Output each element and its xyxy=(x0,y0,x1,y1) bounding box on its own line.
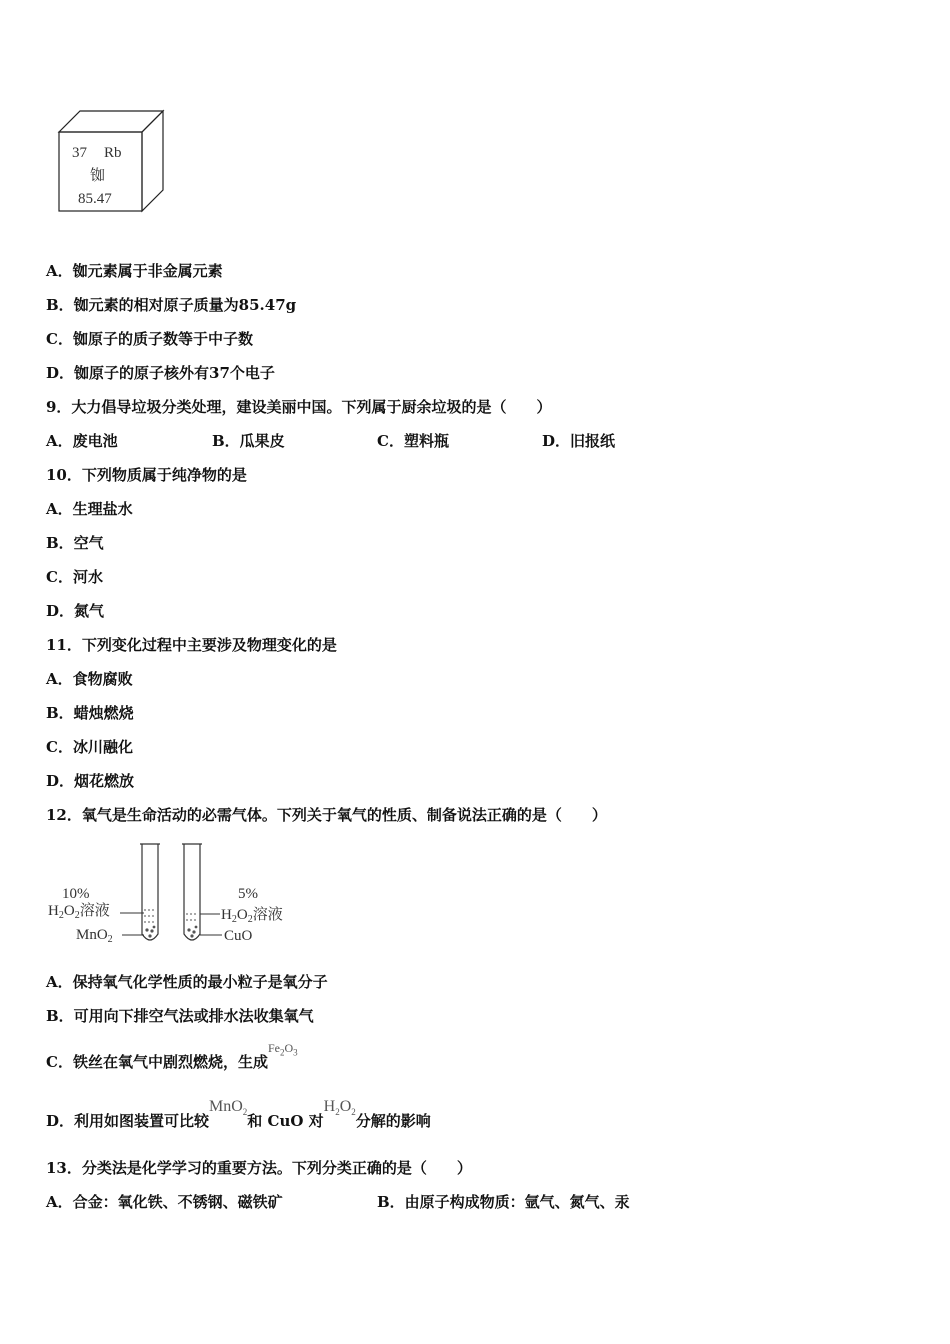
q13-option-a: A．合金：氧化铁、不锈钢、磁铁矿 xyxy=(46,1193,283,1211)
q9-stem: 9．大力倡导垃圾分类处理，建设美丽中国。下列属于厨余垃圾的是（ ） xyxy=(46,398,552,416)
q8-option-c: C．铷原子的质子数等于中子数 xyxy=(46,330,253,348)
q12-option-d-text3: 分解的影响 xyxy=(355,1112,431,1130)
q12-option-d xyxy=(46,1098,431,1136)
q10-option-d: D．氮气 xyxy=(46,602,105,620)
test-tube-figure xyxy=(44,840,294,952)
q11-stem: 11．下列变化过程中主要涉及物理变化的是 xyxy=(46,636,337,654)
element-name: 铷 xyxy=(90,168,106,184)
q10-option-c: C．河水 xyxy=(46,568,103,586)
q10-option-a: A．生理盐水 xyxy=(46,500,133,518)
right-solution-label: $H_2O_2$溶液 xyxy=(221,905,283,925)
q12-option-c xyxy=(46,1041,298,1076)
q13-stem: 13．分类法是化学学习的重要方法。下列分类正确的是（ ） xyxy=(46,1159,472,1177)
q12-option-c-text: C．铁丝在氧气中剧烈燃烧，生成 xyxy=(46,1053,268,1071)
right-catalyst-label: CuO xyxy=(224,928,253,944)
q10-stem: 10．下列物质属于纯净物的是 xyxy=(46,466,247,484)
q9-option-b: B．瓜果皮 xyxy=(212,432,285,450)
h2o2-formula: $H_2O_2$ xyxy=(323,1098,356,1118)
q11-option-a: A．食物腐败 xyxy=(46,670,133,688)
atomic-mass: 85.47 xyxy=(78,191,112,207)
q11-option-c: C．冰川融化 xyxy=(46,738,133,756)
q11-option-d: D．烟花燃放 xyxy=(46,772,135,790)
q12-option-d-text1: D．利用如图装置可比较 xyxy=(46,1112,210,1130)
q11-option-b: B．蜡烛燃烧 xyxy=(46,704,134,722)
element-cube-figure xyxy=(56,108,168,216)
q12-option-d-text2: 和 CuO 对 xyxy=(247,1112,324,1130)
q9-option-d: D．旧报纸 xyxy=(542,432,616,450)
left-solution-label: $H_2O_2$溶液 xyxy=(48,901,110,921)
mno2-formula: MnO$_2$ xyxy=(209,1098,248,1118)
right-concentration-label: 5% xyxy=(238,886,258,902)
q10-option-b: B．空气 xyxy=(46,534,104,552)
left-concentration-label: 10% xyxy=(62,886,90,902)
q9-option-c: C．塑料瓶 xyxy=(377,432,449,450)
element-symbol: Rb xyxy=(104,145,122,161)
q8-option-b: B．铷元素的相对原子质量为85.47g xyxy=(46,296,297,314)
fe2o3-formula: $Fe_2O_3$ xyxy=(267,1041,298,1058)
q12-stem: 12．氧气是生命活动的必需气体。下列关于氧气的性质、制备说法正确的是（ ） xyxy=(46,806,607,824)
left-catalyst-label: MnO$_2$ xyxy=(76,927,113,945)
q13-option-b: B．由原子构成物质：氩气、氮气、汞 xyxy=(377,1193,630,1211)
q8-option-d: D．铷原子的原子核外有37个电子 xyxy=(46,364,275,382)
q8-option-a: A．铷元素属于非金属元素 xyxy=(46,262,223,280)
q9-option-a: A．废电池 xyxy=(46,432,118,450)
q12-option-b: B．可用向下排空气法或排水法收集氧气 xyxy=(46,1007,314,1025)
atomic-number: 37 xyxy=(72,145,87,161)
q12-option-a: A．保持氧气化学性质的最小粒子是氧分子 xyxy=(46,973,328,991)
